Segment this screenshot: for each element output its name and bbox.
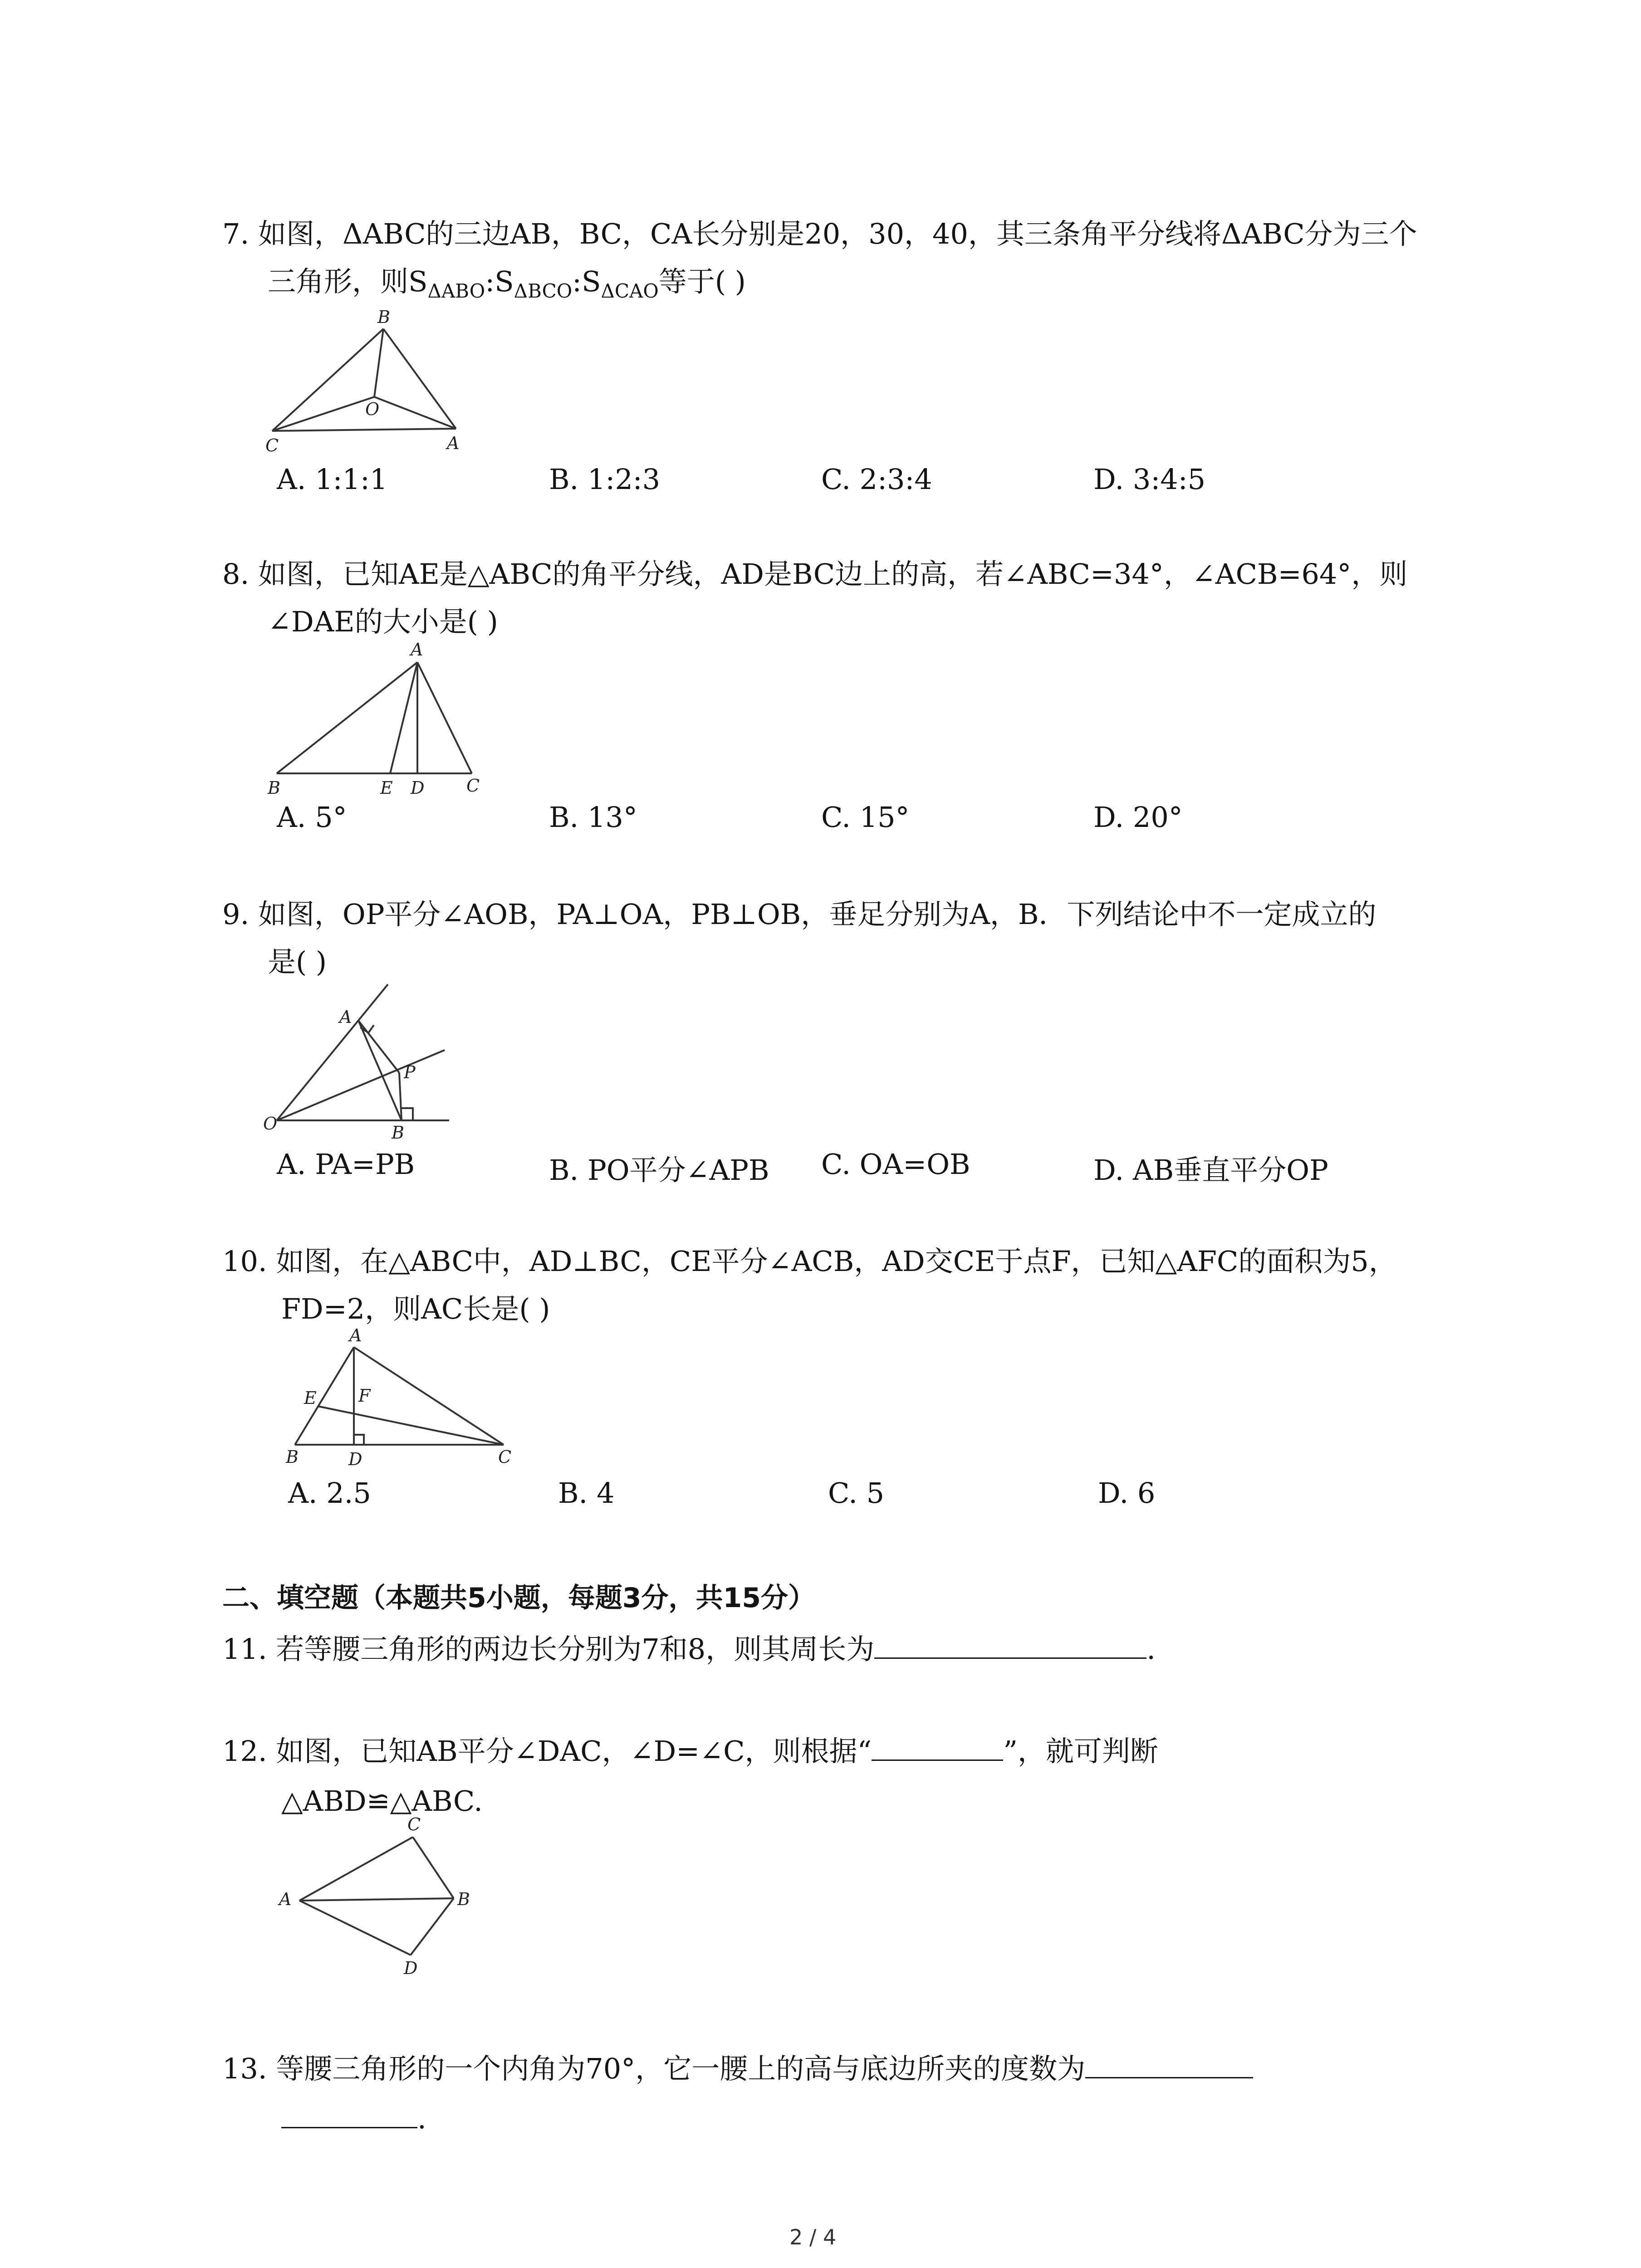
- q9-line1: 9. 如图，OP平分∠AOB，PA⊥OA，PB⊥OB，垂足分别为A，B．下列结论中不一定成立的: [222, 898, 1376, 931]
- q7-line2-pre: 三角形，则S: [268, 265, 428, 298]
- q8-label-e: E: [380, 778, 393, 798]
- q7-figure: [263, 308, 472, 465]
- q7-label-a: A: [447, 433, 460, 453]
- q12-line2: △ABD≌△ABC.: [281, 1784, 483, 1818]
- q12-quadrilateral-diagram: [272, 1814, 490, 1987]
- q9-angle-diagram: [263, 982, 467, 1145]
- q7-label-b: B: [377, 307, 390, 327]
- q12-answer-blank[interactable]: [872, 1741, 1003, 1761]
- q8-line1: 8. 如图，已知AE是△ABC的角平分线，AD是BC边上的高，若∠ABC=34°，∠ACB=64°，则: [222, 557, 1408, 591]
- q11-line: [222, 1633, 1156, 1665]
- q9-label-p: P: [404, 1062, 416, 1082]
- q12-label-c: C: [407, 1814, 421, 1834]
- q8-option-b[interactable]: B. 13°: [549, 801, 637, 834]
- q12-label-d: D: [404, 1958, 418, 1978]
- q11-text: 11. 若等腰三角形的两边长分别为7和8，则其周长为: [222, 1633, 875, 1666]
- q7-sub2: ΔBCO: [514, 280, 573, 302]
- q9-label-o: O: [263, 1114, 278, 1134]
- q13-answer-blank-1[interactable]: [1085, 2059, 1253, 2078]
- q7-option-c[interactable]: C. 2:3:4: [821, 463, 932, 496]
- q12-label-b: B: [457, 1889, 470, 1909]
- section-2-heading: 二、填空题（本题共5小题，每题3分，共15分）: [222, 1582, 815, 1614]
- q13-text: 13. 等腰三角形的一个内角为70°，它一腰上的高与底边所夹的度数为: [222, 2052, 1086, 2085]
- q10-label-b: B: [286, 1447, 299, 1467]
- q10-figure: [277, 1327, 531, 1479]
- q8-figure: [263, 642, 508, 803]
- q12-figure: [272, 1814, 490, 1994]
- q9-label-a: A: [339, 1007, 352, 1027]
- q12-line1: [222, 1735, 1158, 1767]
- q13-answer-blank-2[interactable]: [281, 2109, 417, 2128]
- q7-option-a[interactable]: A. 1:1:1: [277, 463, 388, 496]
- q12-text-post: ”，就可判断: [1003, 1735, 1158, 1768]
- q7-sep1: :S: [485, 265, 514, 298]
- q7-option-b[interactable]: B. 1:2:3: [549, 463, 661, 496]
- q13-tail: .: [417, 2102, 426, 2135]
- q7-line2: [268, 265, 746, 302]
- q7-sep2: :S: [572, 265, 601, 298]
- q9-option-b[interactable]: B. PO平分∠APB: [549, 1154, 769, 1187]
- q9-figure: [263, 982, 467, 1152]
- q10-label-f: F: [358, 1386, 371, 1406]
- q9-option-a[interactable]: A. PA=PB: [277, 1148, 415, 1181]
- q13-line2: [281, 2102, 426, 2135]
- q7-sub1: ΔABO: [427, 280, 485, 302]
- q10-triangle-diagram: [277, 1327, 531, 1472]
- q7-label-c: C: [265, 435, 279, 455]
- q8-option-c[interactable]: C. 15°: [821, 801, 910, 834]
- q11-tail: .: [1146, 1633, 1156, 1666]
- q10-line2: FD=2，则AC长是( ): [281, 1292, 550, 1325]
- q13-line1: [222, 2053, 1253, 2085]
- q8-option-a[interactable]: A. 5°: [277, 801, 347, 834]
- q10-option-d[interactable]: D. 6: [1098, 1476, 1156, 1510]
- q9-option-c[interactable]: C. OA=OB: [821, 1148, 970, 1181]
- q10-line1: 10. 如图，在△ABC中，AD⊥BC，CE平分∠ACB，AD交CE于点F，已知△AFC的面积为5，: [222, 1245, 1397, 1278]
- q11-answer-blank[interactable]: [874, 1639, 1146, 1659]
- q10-label-c: C: [498, 1447, 512, 1467]
- q7-triangle-diagram: [263, 308, 472, 458]
- q8-label-a: A: [411, 640, 423, 660]
- q8-label-d: D: [411, 778, 425, 798]
- q10-option-a[interactable]: A. 2.5: [288, 1476, 371, 1510]
- q10-option-c[interactable]: C. 5: [828, 1476, 885, 1510]
- q8-line2: ∠DAE的大小是( ): [268, 605, 498, 638]
- q10-label-d: D: [348, 1449, 362, 1469]
- q7-sub3: ΔCAO: [601, 280, 659, 302]
- q9-label-b: B: [392, 1123, 404, 1143]
- q10-option-b[interactable]: B. 4: [558, 1476, 615, 1510]
- q7-option-d[interactable]: D. 3:4:5: [1093, 463, 1206, 496]
- q8-triangle-diagram: [263, 642, 508, 796]
- page-number: 2 / 4: [789, 2225, 837, 2249]
- q12-label-a: A: [279, 1889, 292, 1909]
- q8-label-b: B: [268, 778, 280, 798]
- q7-line2-post: 等于( ): [658, 265, 746, 298]
- q7-line1: 7. 如图，ΔABC的三边AB，BC，CA长分别是20，30，40，其三条角平分线将ΔABC分为三个: [222, 217, 1417, 250]
- q10-label-a: A: [349, 1325, 362, 1345]
- q10-label-e: E: [304, 1388, 317, 1408]
- q8-option-d[interactable]: D. 20°: [1093, 801, 1183, 834]
- q9-option-d[interactable]: D. AB垂直平分OP: [1093, 1154, 1328, 1187]
- q8-label-c: C: [466, 776, 480, 796]
- q7-label-o: O: [365, 399, 380, 419]
- q9-line2: 是( ): [268, 945, 327, 978]
- q12-text-pre: 12. 如图，已知AB平分∠DAC，∠D=∠C，则根据“: [222, 1735, 872, 1768]
